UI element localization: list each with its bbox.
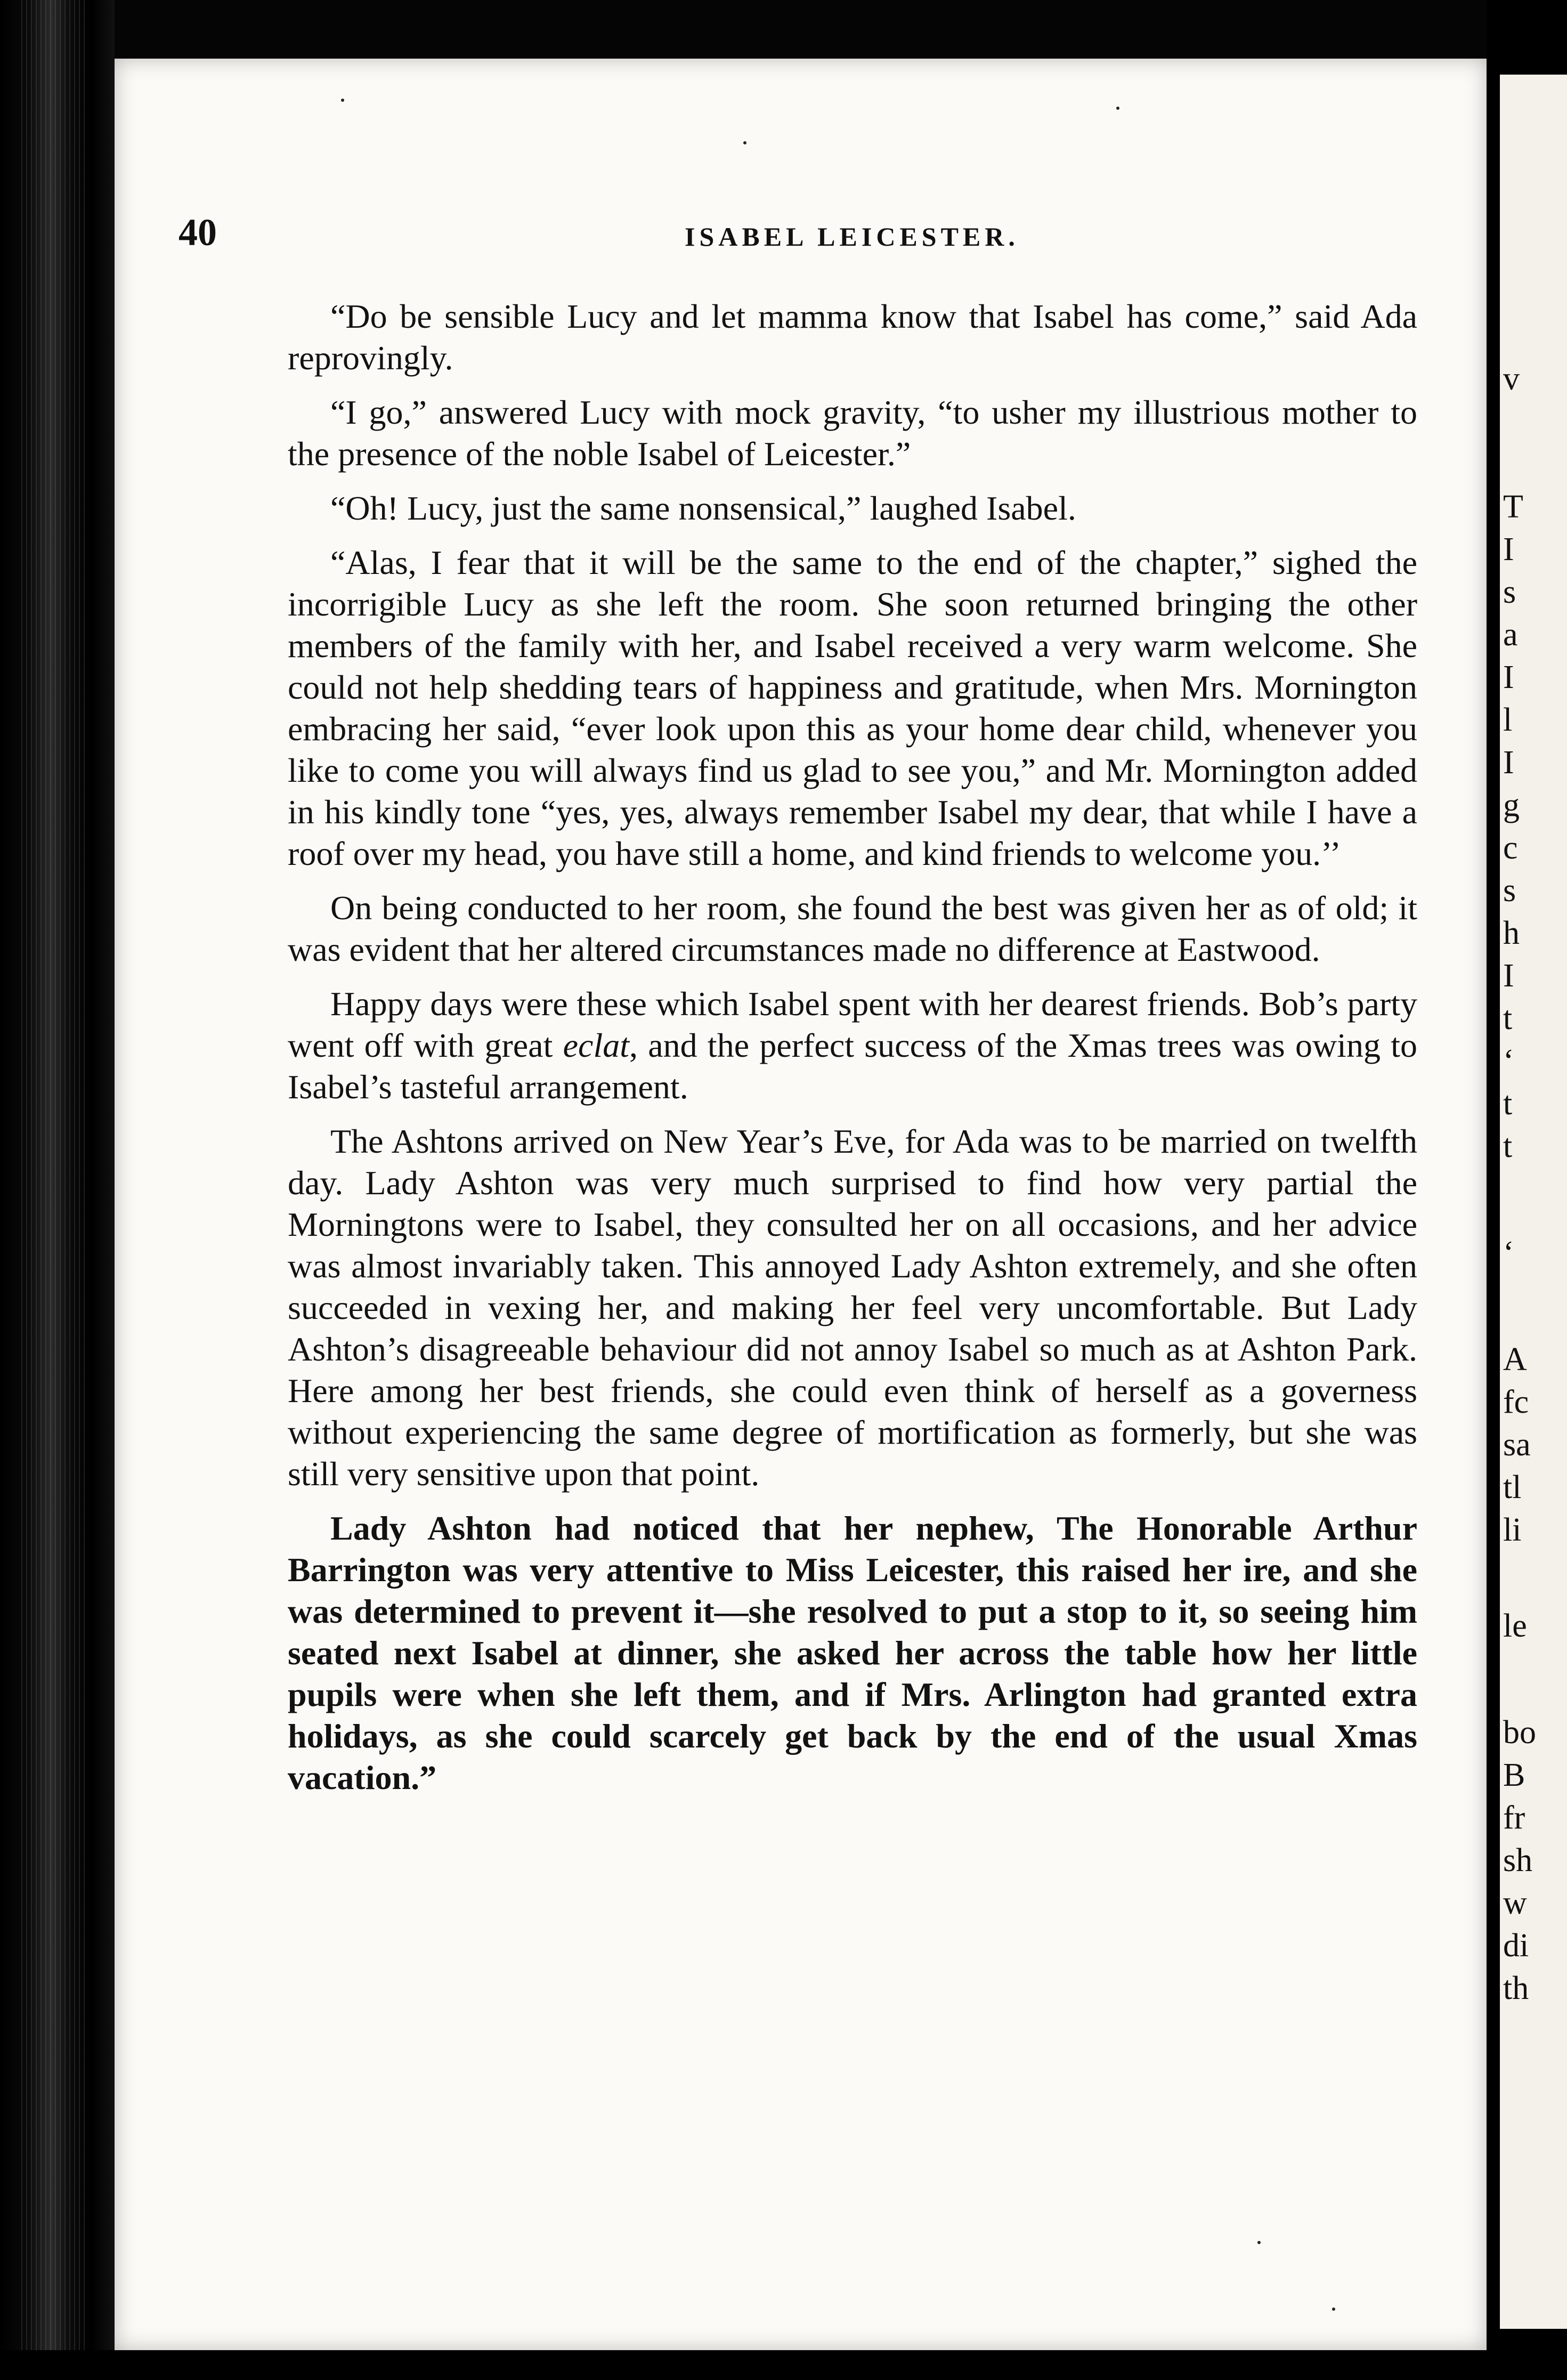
adjacent-page-fragment: di (1503, 1928, 1529, 1964)
adjacent-page-fragment: s (1503, 574, 1516, 610)
adjacent-page-fragment: A (1503, 1341, 1527, 1378)
paragraph: “Alas, I fear that it will be the same to the end of the chapter,” sighed the incorrigible Lucy as she left the room. She soon returned bringing the other members of the family with her, and Isabel received a very warm welcome. She could not help shedding tears of happiness and gratitude, when Mrs. Mornington embracing her said, “ever look upon this as your home dear child, whenever you like to come you will always find us glad to see you,” and Mr. Mornington added in his kindly tone “yes, yes, always remember Isabel my dear, that while I have a roof over my head, you have still a home, and kind friends to welcome you.’’ (288, 544, 1417, 872)
paragraph (288, 983, 1417, 1108)
adjacent-page-fragment: bo (1503, 1714, 1536, 1751)
adjacent-page-fragment: ‘ (1503, 1235, 1514, 1271)
adjacent-page-fragment: t (1503, 1086, 1513, 1122)
page-header (178, 211, 1428, 264)
adjacent-page-fragment: a (1503, 617, 1518, 653)
adjacent-page-fragment: v (1503, 361, 1520, 397)
adjacent-page-edge (1500, 75, 1567, 2329)
paragraph: The Ashtons arrived on New Year’s Eve, for Ada was to be married on twelfth day. Lady Ashton was very much surprised to find how very partial the Morningtons were to Isabel, they consulted her on all occasions, and her advice was almost invariably taken. This annoyed Lady Ashton extremely, and she often succeeded in vexing her, and making her feel very uncomfortable. But Lady Ashton’s disagreeable behaviour did not annoy Isabel so much as at Ashton Park. Here among her best friends, she could even think of herself as a governess without experiencing the same degree of mortification as formerly, but she was still very sensitive upon that point. (288, 1122, 1417, 1493)
adjacent-page-fragment: g (1503, 787, 1520, 823)
paragraph-text: Happy days were these which Isabel spent with her dearest friends. Bob’s party went off with great (288, 985, 1417, 1064)
paragraph: On being conducted to her room, she found the best was given her as of old; it was evident that her altered circumstances made no difference at Eastwood. (288, 889, 1417, 968)
adjacent-page-fragment: B (1503, 1757, 1525, 1793)
scan-top-edge (0, 0, 1567, 59)
adjacent-page-fragment: I (1503, 958, 1514, 994)
adjacent-page-fragment: s (1503, 872, 1516, 909)
paragraph: “I go,” answered Lucy with mock gravity, “to usher my illustrious mother to the presence of the noble Isabel of Leicester.” (288, 393, 1417, 473)
adjacent-page-fragment: fr (1503, 1800, 1525, 1836)
adjacent-page-fragment: sh (1503, 1842, 1533, 1879)
paragraph-text: , and the perfect success of the Xmas trees was owing to Isabel’s tasteful arrangement. (288, 1026, 1418, 1106)
adjacent-page-fragment: li (1503, 1512, 1522, 1548)
paragraph: “Oh! Lucy, just the same nonsensical,” laughed Isabel. (330, 489, 1076, 527)
paragraph: “Do be sensible Lucy and let mamma know that Isabel has come,” said Ada reprovingly. (288, 297, 1417, 377)
adjacent-page-fragment: I (1503, 659, 1514, 695)
body-text (288, 296, 1417, 1811)
adjacent-page-fragment: ‘ (1503, 1043, 1514, 1079)
adjacent-page-fragment: I (1503, 744, 1514, 781)
adjacent-page-fragment: c (1503, 830, 1518, 866)
adjacent-page-fragment: I (1503, 531, 1514, 568)
adjacent-page-fragment: sa (1503, 1427, 1531, 1463)
adjacent-page-fragment: th (1503, 1970, 1529, 2006)
adjacent-page-fragment: w (1503, 1885, 1527, 1921)
adjacent-page-fragment: h (1503, 915, 1520, 951)
adjacent-page-fragment: t (1503, 1000, 1513, 1037)
adjacent-page-fragment: fc (1503, 1384, 1529, 1420)
running-title: ISABEL LEICESTER. (685, 222, 1019, 252)
paragraph: Lady Ashton had noticed that her nephew, The Honorable Arthur Barrington was very attentive to Miss Leicester, this raised her ire, and she was determined to prevent it—she resolved to put a stop to it, so seeing him seated next Isabel at dinner, she asked her across the table how her little pupils were when she left them, and if Mrs. Arlington had granted extra holidays, as she could scarcely get back by the end of the usual Xmas vacation.” (288, 1509, 1417, 1796)
book-binding (0, 0, 115, 2380)
adjacent-page-fragment: t (1503, 1128, 1513, 1164)
adjacent-page-fragment: tl (1503, 1469, 1522, 1505)
adjacent-page-fragment: T (1503, 489, 1523, 525)
italic-word: eclat (563, 1026, 629, 1064)
adjacent-page-fragment: l (1503, 702, 1513, 738)
page-number: 40 (178, 211, 217, 254)
scan-bottom-edge (0, 2350, 1567, 2380)
adjacent-page-fragment: le (1503, 1608, 1527, 1644)
